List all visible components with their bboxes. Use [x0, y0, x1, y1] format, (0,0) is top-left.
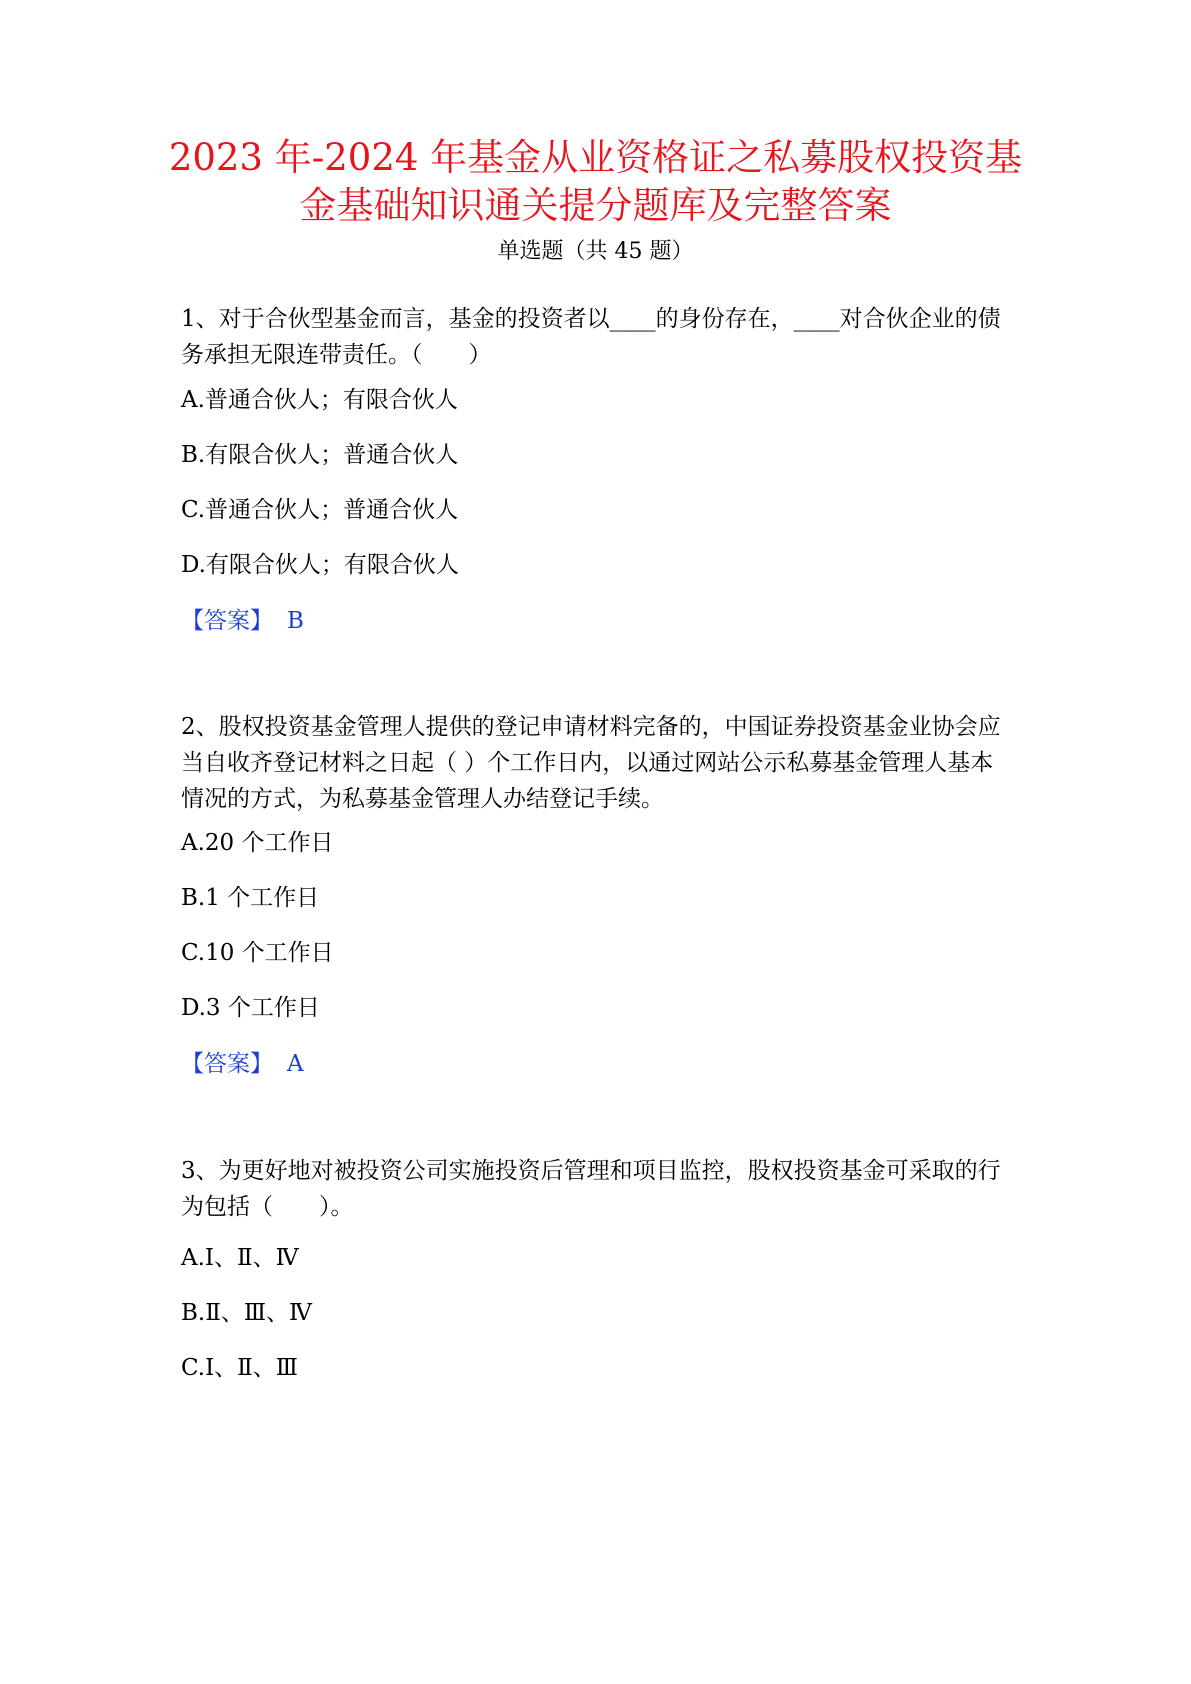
section-heading: 单选题（共 45 题）	[497, 239, 694, 264]
question-3-stem: 3、为更好地对被投资公司实施投资后管理和项目监控，股权投资基金可采取的行为包括（ ）。	[181, 1158, 1001, 1220]
question-2-stem: 2、股权投资基金管理人提供的登记申请材料完备的，中国证券投资基金业协会应当自收齐登记材料之日起（ ）个工作日内，以通过网站公示私募基金管理人基本情况的方式，为私募基金管理人办结登记手续。	[181, 714, 1001, 812]
question-2-option-d: D.3 个工作日	[181, 995, 320, 1021]
question-2-option-a: A.20 个工作日	[181, 830, 334, 856]
question-2-answer	[181, 1049, 304, 1079]
answer-value: A	[287, 1051, 304, 1077]
question-1-option-d: D.有限合伙人；有限合伙人	[181, 552, 459, 578]
question-1-answer	[181, 606, 304, 636]
question-1-option-b: B.有限合伙人；普通合伙人	[181, 442, 459, 468]
question-3-option-a: A.Ⅰ、Ⅱ、Ⅳ	[181, 1245, 299, 1271]
document-title-line-1: 2023 年-2024 年基金从业资格证之私募股权投资基	[168, 136, 1023, 179]
question-1-option-c: C.普通合伙人；普通合伙人	[181, 497, 459, 523]
question-2-option-c: C.10 个工作日	[181, 940, 334, 966]
question-3-option-c: C.Ⅰ、Ⅱ、Ⅲ	[181, 1355, 298, 1381]
question-2-option-b: B.1 个工作日	[181, 885, 320, 911]
answer-label: 【答案】	[181, 1051, 273, 1077]
answer-value: B	[287, 608, 304, 634]
question-3-option-b: B.Ⅱ、Ⅲ、Ⅳ	[181, 1300, 313, 1326]
question-1-option-a: A.普通合伙人；有限合伙人	[181, 387, 458, 413]
question-1-stem: 1、对于合伙型基金而言，基金的投资者以____的身份存在，____对合伙企业的债务承担无限连带责任。（ ）	[181, 306, 1001, 368]
document-title-line-2: 金基础知识通关提分题库及完整答案	[299, 184, 892, 227]
answer-label: 【答案】	[181, 608, 273, 634]
